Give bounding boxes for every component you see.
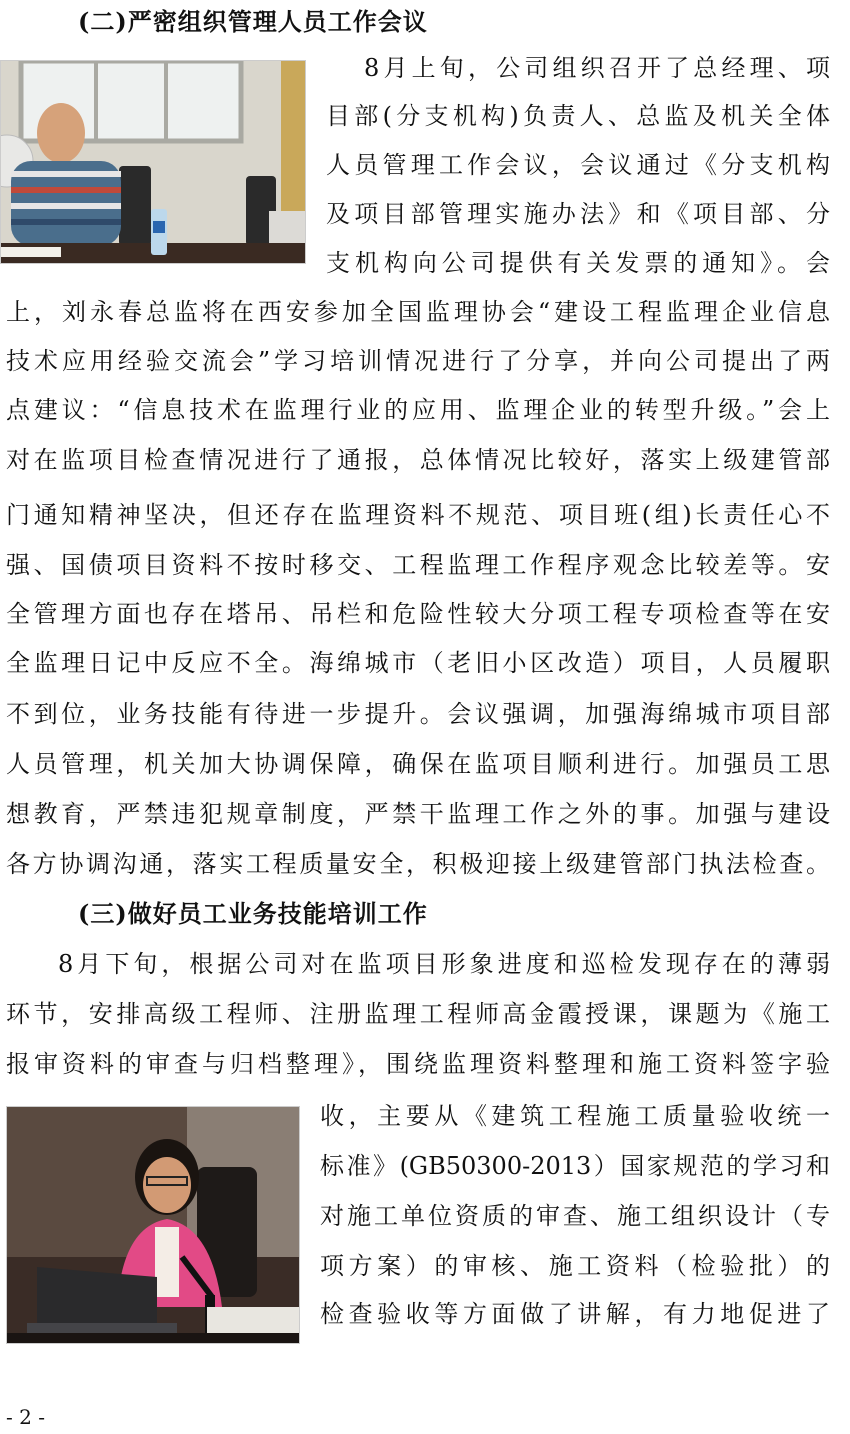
lecture-photo — [6, 1106, 300, 1344]
section-2-line-7: 技术应用经验交流会”学习培训情况进行了分享，并向公司提出了两 — [6, 347, 830, 375]
section-2-line-4: 及项目部管理实施办法》和《项目部、分 — [326, 200, 830, 228]
section-2-line-3: 人员管理工作会议，会议通过《分支机构 — [326, 151, 830, 179]
page-number: - 2 - — [6, 1405, 45, 1429]
section-3-line-5: 标准》(GB50300-2013）国家规范的学习和 — [320, 1152, 830, 1180]
section-3-line-8: 检查验收等方面做了讲解，有力地促进了 — [320, 1300, 830, 1328]
section-2-line-12: 全管理方面也存在塔吊、吊栏和危险性较大分项工程专项检查等在安 — [6, 600, 830, 628]
section-3-line-1: 8月下旬，根据公司对在监项目形象进度和巡检发现存在的薄弱 — [58, 950, 830, 978]
section-2-line-14: 不到位，业务技能有待进一步提升。会议强调，加强海绵城市项目部 — [6, 700, 830, 728]
section-2-line-5: 支机构向公司提供有关发票的通知》。会 — [326, 249, 830, 277]
meeting-photo — [0, 60, 306, 264]
section-3-heading: (三)做好员工业务技能培训工作 — [78, 899, 428, 928]
section-3-line-3: 报审资料的审查与归档整理》，围绕监理资料整理和施工资料签字验 — [6, 1050, 830, 1078]
section-2-line-17: 各方协调沟通，落实工程质量安全，积极迎接上级建管部门执法检查。 — [6, 850, 830, 878]
section-3-line-2: 环节，安排高级工程师、注册监理工程师高金霞授课，课题为《施工 — [6, 1000, 830, 1028]
section-2-line-11: 强、国债项目资料不按时移交、工程监理工作程序观念比较差等。安 — [6, 551, 830, 579]
section-3-line-7: 项方案）的审核、施工资料（检验批）的 — [320, 1252, 830, 1280]
section-2-line-10: 门通知精神坚决，但还存在监理资料不规范、项目班(组)长责任心不 — [6, 501, 830, 529]
section-2-line-1: 8月上旬，公司组织召开了总经理、项 — [364, 54, 830, 82]
section-2-line-15: 人员管理，机关加大协调保障，确保在监项目顺利进行。加强员工思 — [6, 750, 830, 778]
section-3-line-4: 收，主要从《建筑工程施工质量验收统一 — [320, 1102, 830, 1130]
section-2-line-13: 全监理日记中反应不全。海绵城市（老旧小区改造）项目，人员履职 — [6, 649, 830, 677]
section-2-line-16: 想教育，严禁违犯规章制度，严禁干监理工作之外的事。加强与建设 — [6, 800, 830, 828]
section-2-line-9: 对在监项目检查情况进行了通报，总体情况比较好，落实上级建管部 — [6, 446, 830, 474]
section-2-line-2: 目部(分支机构)负责人、总监及机关全体 — [326, 102, 830, 130]
section-2-line-8: 点建议：“信息技术在监理行业的应用、监理企业的转型升级。”会上 — [6, 396, 830, 424]
section-2-line-6: 上，刘永春总监将在西安参加全国监理协会“建设工程监理企业信息 — [6, 298, 830, 326]
section-3-line-6: 对施工单位资质的审查、施工组织设计（专 — [320, 1202, 830, 1230]
section-2-heading: (二)严密组织管理人员工作会议 — [78, 7, 428, 36]
